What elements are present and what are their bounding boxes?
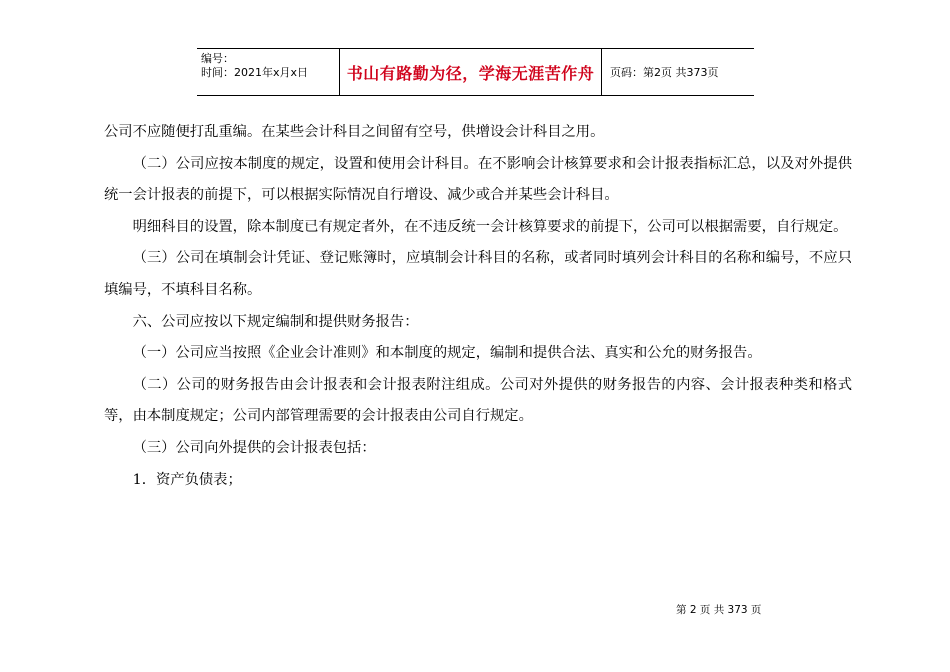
paragraph: （三）公司在填制会计凭证、登记账簿时，应填制会计科目的名称，或者同时填列会计科目的名称和编号，不应只填编号，不填科目名称。 <box>104 250 852 298</box>
paragraph: 公司不应随便打乱重编。在某些会计科目之间留有空号，供增设会计科目之用。 <box>104 124 605 140</box>
paragraph: 明细科目的设置，除本制度已有规定者外，在不违反统一会计核算要求的前提下，公司可以根据需要，自行规定。 <box>132 218 848 235</box>
header-page-info: 页码：第2页 共373页 <box>610 66 719 79</box>
paragraph: （二）公司应按本制度的规定，设置和使用会计科目。在不影响会计核算要求和会计报表指标汇总，以及对外提供统一会计报表的前提下，可以根据实际情况自行增设、减少或合并某些会计科目。 <box>104 155 852 204</box>
section-heading: 六、公司应按以下规定编制和提供财务报告： <box>132 313 419 330</box>
paragraph: （三）公司向外提供的会计报表包括： <box>132 439 376 456</box>
header-meta-cell <box>197 49 340 95</box>
paragraph: （二）公司的财务报告由会计报表和会计报表附注组成。公司对外提供的财务报告的内容、会计报表种类和格式等，由本制度规定；公司内部管理需要的会计报表由公司自行规定。 <box>104 376 852 425</box>
page-footer: 第 2 页 共 373 页 <box>676 604 762 616</box>
header-motto: 书山有路勤为径，学海无涯苦作舟 <box>340 49 602 95</box>
page-header <box>197 48 754 96</box>
document-number-label: 编号： <box>201 52 234 65</box>
paragraph: （一）公司应当按照《企业会计准则》和本制度的规定，编制和提供合法、真实和公允的财务报告。 <box>132 345 762 362</box>
document-date: 时间：2021年x月x日 <box>201 66 309 79</box>
document-body <box>104 117 852 496</box>
list-item: 1．资产负债表； <box>132 471 242 488</box>
